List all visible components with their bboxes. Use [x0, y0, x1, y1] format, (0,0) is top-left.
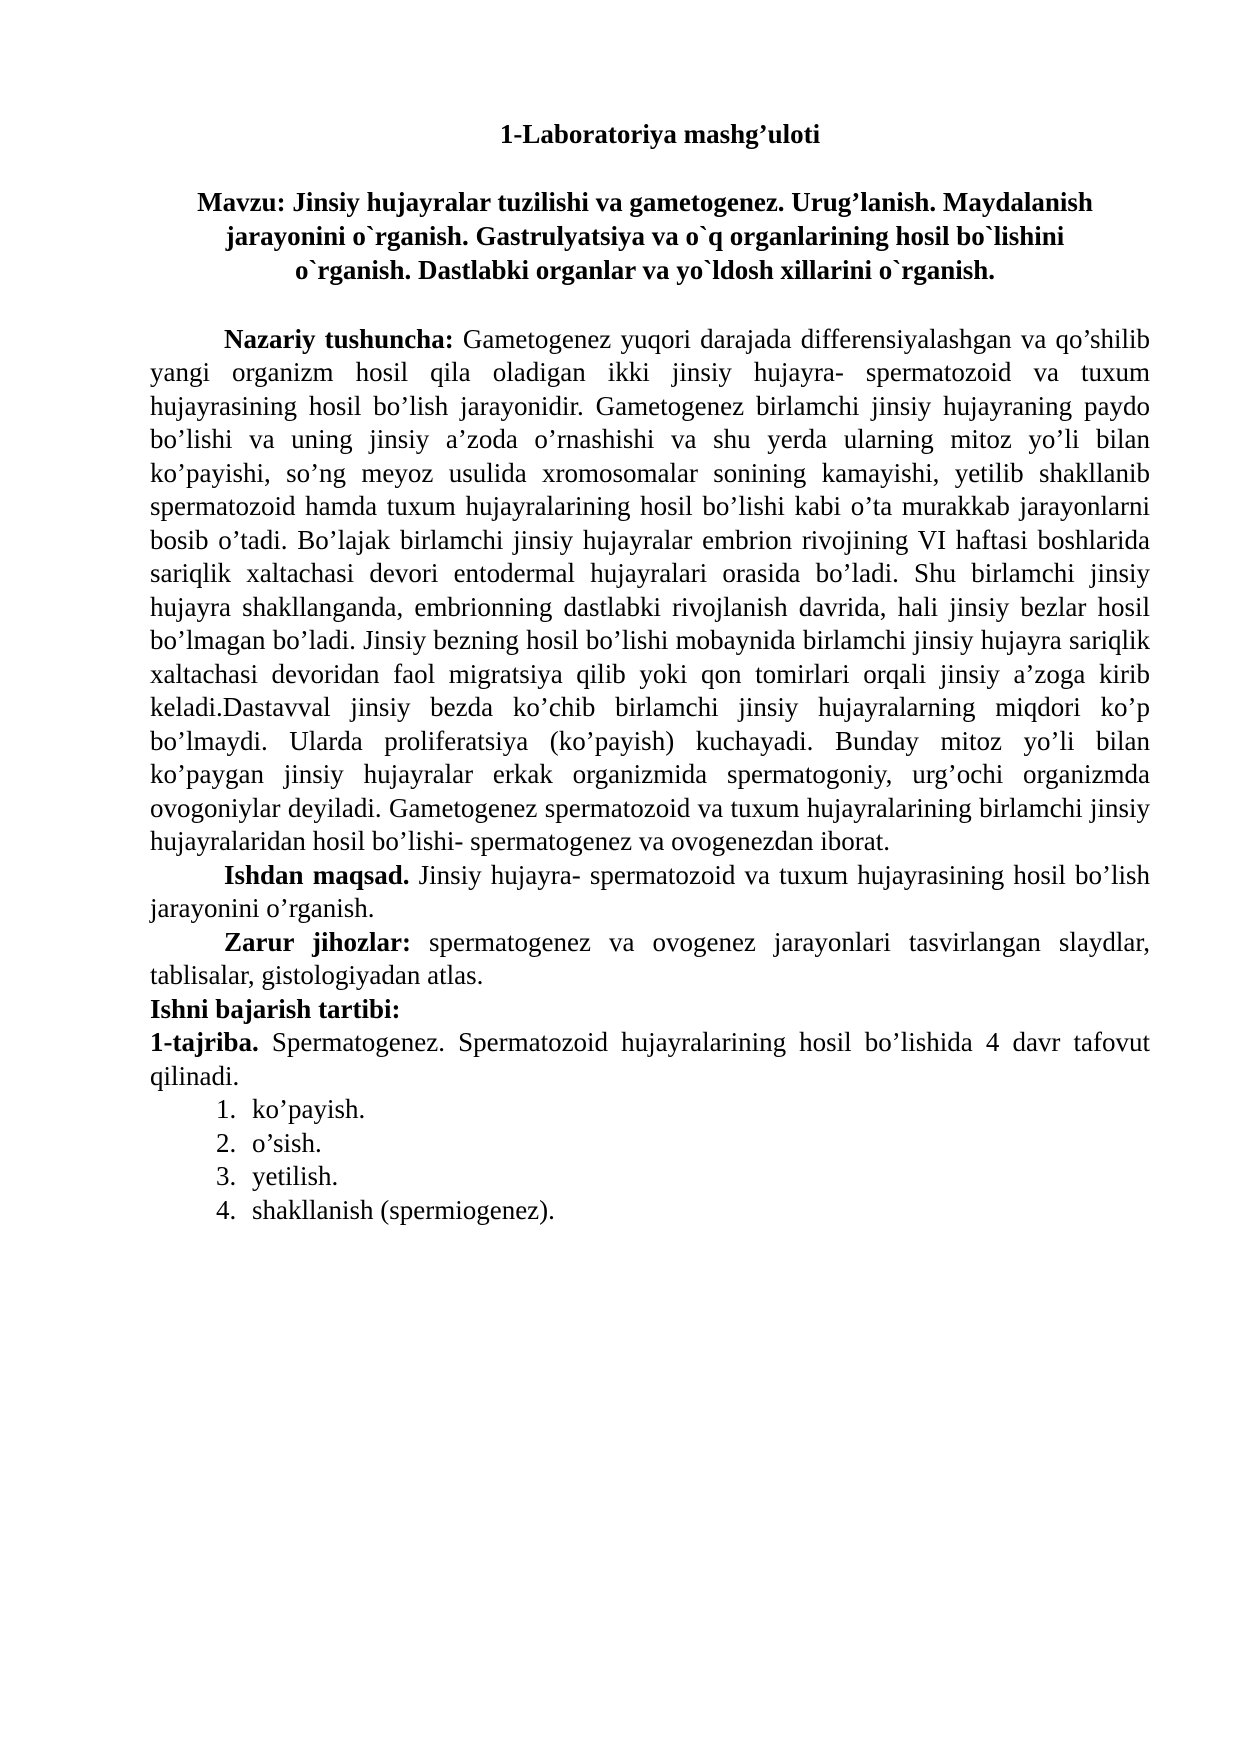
document-title: 1-Laboratoriya mashg’uloti	[499, 119, 821, 149]
list-item-text: ko’payish.	[252, 1094, 366, 1124]
equipment-text: spermatogenez va ovogenez jarayonlari tasvirlangan slaydlar, tablisalar, gistologiyadan atlas.	[150, 926, 1150, 990]
list-item-text: o’sish.	[252, 1127, 322, 1158]
goal-text: Jinsiy hujayra- spermatozoid va tuxum hujayrasining hosil bo’lish jarayonini o’rganish.	[150, 859, 1150, 923]
topic-line: Mavzu: Jinsiy hujayralar tuzilishi va gametogenez. Urug’lanish. Maydalanish	[197, 186, 1093, 217]
experiment-paragraph	[150, 1026, 1150, 1093]
list-item-number: 4.	[216, 1194, 237, 1225]
equipment-label: Zarur jihozlar:	[224, 926, 411, 957]
list-item-number: 3.	[216, 1161, 237, 1191]
list-item-text: yetilish.	[252, 1161, 339, 1191]
list-item	[216, 1194, 1150, 1228]
topic-line: jarayonini o`rganish. Gastrulyatsiya va o`q organlarining hosil bo`lishini	[225, 220, 1065, 251]
list-item	[216, 1093, 1150, 1127]
theory-paragraph	[150, 323, 1150, 859]
document-page	[150, 118, 1150, 1227]
goal-paragraph	[150, 859, 1150, 926]
list-item-number: 1.	[216, 1094, 237, 1124]
goal-label: Ishdan maqsad.	[224, 859, 410, 890]
experiment-label: 1-tajriba.	[150, 1027, 259, 1057]
stages-list	[150, 1093, 1150, 1227]
topic-line: o`rganish. Dastlabki organlar va yo`ldosh xillarini o`rganish.	[294, 254, 996, 285]
theory-label: Nazariy tushuncha:	[224, 323, 454, 354]
procedure-heading: Ishni bajarish tartibi:	[150, 993, 401, 1024]
list-item-text: shakllanish (spermiogenez).	[252, 1194, 555, 1225]
experiment-text: Spermatogenez. Spermatozoid hujayralarining hosil bo’lishida 4 davr tafovut qilinadi.	[150, 1027, 1150, 1091]
list-item	[216, 1127, 1150, 1161]
list-item-number: 2.	[216, 1127, 237, 1158]
theory-text: Gametogenez yuqori darajada differensiyalashgan va qo’shilib yangi organizm hosil qila oladigan ikki jinsiy hujayra- spermatozoid va tuxum hujayrasining hosil bo’lish jarayonidir. Gametogenez birlamchi jinsiy hujayraning paydo bo’lishi va uning jinsiy a’zoda o’rnashishi va shu yerda ularning mitoz yo’li bilan ko’payishi, so’ng meyoz usulida xromosomalar sonining kamayishi, yetilib shakllanib spermatozoid hamda tuxum hujayralarining hosil bo’lishi kabi o’ta murakkab jarayonlarni bosib o’tadi. Bo’lajak birlamchi jinsiy hujayralar embrion rivojining VI haftasi boshlarida sariqlik xaltachasi devori entodermal hujayralari orasida bo’ladi. Shu birlamchi jinsiy hujayra shakllanganda, embrionning dastlabki rivojlanish davrida, hali jinsiy bezlar hosil bo’lmagan bo’ladi. Jinsiy bezning hosil bo’lishi mobaynida birlamchi jinsiy hujayra sariqlik xaltachasi devoridan faol migratsiya qilib yoki qon tomirlari orqali jinsiy a’zoga kirib keladi.Dastavval jinsiy bezda ko’chib birlamchi jinsiy hujayralarning miqdori ko’p bo’lmaydi. Ularda proliferatsiya (ko’payish) kuchayadi. Bunday mitoz yo’li bilan ko’paygan jinsiy hujayralar erkak organizmida spermatogoniy, urg’ochi organizmda ovogoniylar deyiladi. Gametogenez spermatozoid va tuxum hujayralarining birlamchi jinsiy hujayralaridan hosil bo’lishi- spermatogenez va ovogenezdan iborat.	[150, 323, 1150, 856]
topic-heading	[150, 185, 1150, 287]
equipment-paragraph	[150, 926, 1150, 993]
list-item	[216, 1160, 1150, 1194]
